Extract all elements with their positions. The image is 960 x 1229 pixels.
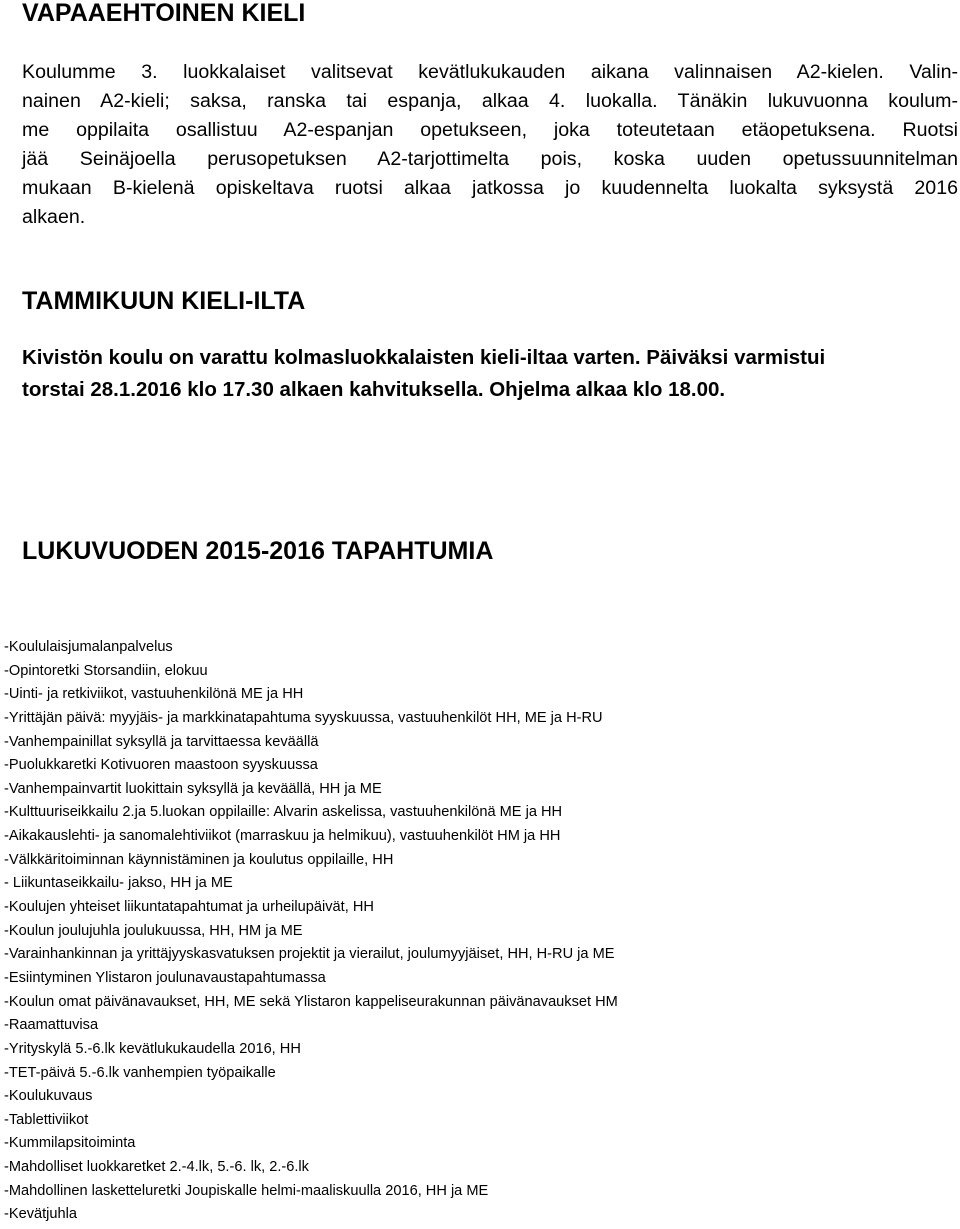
list-item: -Koulun joulujuhla joulukuussa, HH, HM ja ME [4, 922, 303, 939]
list-item: - Liikuntaseikkailu- jakso, HH ja ME [4, 875, 233, 892]
list-item: -Koulun omat päivänavaukset, HH, ME sekä Ylistaron kappeliseurakunnan päivänavaukset HM [4, 993, 618, 1010]
language-evening-paragraph [22, 342, 958, 406]
events-list [4, 636, 944, 1227]
list-item: -Koulujen yhteiset liikuntatapahtumat ja urheilupäivät, HH [4, 899, 374, 916]
list-item: -Vanhempainvartit luokittain syksyllä ja keväällä, HH ja ME [4, 780, 382, 797]
list-item: -Kummilapsitoiminta [4, 1135, 136, 1152]
list-item: -Varainhankinnan ja yrittäjyyskasvatuksen projektit ja vierailut, joulumyyjäiset, HH, H-RU ja ME [4, 946, 615, 963]
list-item: -Esiintyminen Ylistaron joulunavaustapahtumassa [4, 969, 326, 986]
list-item: -Opintoretki Storsandiin, elokuu [4, 662, 208, 679]
paragraph-line: jää Seinäjoella perusopetuksen A2-tarjottimelta pois, koska uuden opetussuunnitelman [22, 148, 958, 170]
section-title-school-year-events: LUKUVUODEN 2015-2016 TAPAHTUMIA [22, 537, 494, 565]
paragraph-line: mukaan B-kielenä opiskeltava ruotsi alkaa jatkossa jo kuudennelta luokalta syksystä 2016 [22, 177, 958, 199]
paragraph-line: Kivistön koulu on varattu kolmasluokkalaisten kieli-iltaa varten. Päiväksi varmistui [22, 346, 826, 369]
list-item: -Uinti- ja retkiviikot, vastuuhenkilönä ME ja HH [4, 686, 304, 703]
list-item: -Aikakauslehti- ja sanomalehtiviikot (marraskuu ja helmikuu), vastuuhenkilöt HM ja HH [4, 828, 561, 845]
paragraph-line: me oppilaita osallistuu A2-espanjan opetukseen, joka toteutetaan etäopetuksena. Ruotsi [22, 119, 958, 141]
paragraph-line: nainen A2-kieli; saksa, ranska tai espanja, alkaa 4. luokalla. Tänäkin lukuvuonna koulum- [22, 90, 958, 112]
list-item: -Välkkäritoiminnan käynnistäminen ja koulutus oppilaille, HH [4, 851, 394, 868]
list-item: -Mahdollinen lasketteluretki Joupiskalle helmi-maaliskuulla 2016, HH ja ME [4, 1182, 489, 1199]
paragraph-line: Koulumme 3. luokkalaiset valitsevat kevätlukukauden aikana valinnaisen A2-kielen. Valin- [22, 61, 958, 83]
paragraph-line: torstai 28.1.2016 klo 17.30 alkaen kahvituksella. Ohjelma alkaa klo 18.00. [22, 378, 726, 401]
list-item: -Koululaisjumalanpalvelus [4, 639, 173, 655]
list-item: -Yrityskylä 5.-6.lk kevätlukukaudella 2016, HH [4, 1040, 301, 1057]
list-item: -Mahdolliset luokkaretket 2.-4.lk, 5.-6. lk, 2.-6.lk [4, 1159, 309, 1176]
list-item: -Vanhempainillat syksyllä ja tarvittaessa keväällä [4, 733, 319, 750]
optional-language-paragraph [22, 58, 958, 232]
list-item: -Yrittäjän päivä: myyjäis- ja markkinatapahtuma syyskuussa, vastuuhenkilöt HH, ME ja H-RU [4, 709, 603, 726]
list-item: -Raamattuvisa [4, 1017, 99, 1034]
list-item: -Kulttuuriseikkailu 2.ja 5.luokan oppilaille: Alvarin askelissa, vastuuhenkilönä ME ja HH [4, 804, 563, 821]
section-title-language-evening: TAMMIKUUN KIELI-ILTA [22, 287, 306, 315]
list-item: -Kevätjuhla [4, 1206, 78, 1223]
list-item: -Tablettiviikot [4, 1111, 89, 1128]
list-item: -Koulukuvaus [4, 1088, 93, 1105]
paragraph-line: alkaen. [22, 206, 86, 228]
list-item: -TET-päivä 5.-6.lk vanhempien työpaikalle [4, 1064, 276, 1081]
list-item: -Puolukkaretki Kotivuoren maastoon syyskuussa [4, 757, 318, 774]
section-title-optional-language: VAPAAEHTOINEN KIELI [22, 0, 306, 27]
